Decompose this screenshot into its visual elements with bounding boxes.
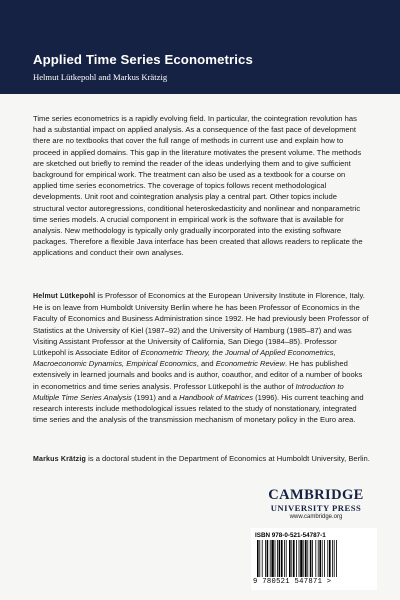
publisher-logo bbox=[256, 488, 376, 521]
book-title-ref: Handbook of Matrices bbox=[179, 392, 253, 402]
publisher-press: UNIVERSITY PRESS bbox=[270, 503, 362, 513]
book-authors: Helmut Lütkepohl and Markus Krätzig bbox=[33, 72, 168, 82]
bio-text: , and bbox=[196, 359, 216, 369]
journal-name: Econometric Review bbox=[215, 359, 285, 369]
barcode-panel bbox=[251, 528, 377, 590]
bio-text: is Professor of Economics at the European University Institute in Florence, Italy. He is on leave from Humboldt University Berlin where he has been Professor of Economics in the Faculty of Economics and Business Administration since 1992. He had previously been Professor of Statistics at the University of Kiel (1987–92) and the University of Hamburg (1985–87) and was Visiting Assistant Professor at the University of California, San Diego (1984–85). Professor Lütkepohl is Associate Editor of bbox=[33, 291, 369, 358]
barcode-icon bbox=[257, 540, 371, 577]
title-band bbox=[0, 0, 400, 94]
author-name: Helmut Lütkepohl bbox=[33, 293, 96, 300]
blurb-paragraph: Time series econometrics is a rapidly evolving field. In particular, the cointegration revolution has had a substantial impact on applied analysis. As a consequence of the fast pace of development there are no textbooks that cover the full range of methods in current use and explain how to proceed in applied domains. This gap in the literature motivates the present volume. The methods are sketched out briefly to remind the reader of the ideas underlying them and to give sufficient background for empirical work. The treatment can also be used as a textbook for a course on applied time series econometrics. The coverage of topics follows recent methodological developments. Unit root and cointegration analysis play a central part. Other topics include structural vector autoregressions, conditional heteroskedasticity and nonlinear and nonparametric time series models. A crucial component in empirical work is the software that is available for analysis. New methodology is typically only gradually incorporated into the existing software packages. Therefore a flexible Java interface has been created that allows readers to replicate the applications and conduct their own analyses. bbox=[33, 114, 363, 258]
bio-text: (1996). His current teaching and research interests include methodological issues related to the study of nonstationary, integrated time series and the analysis of the transmission mechanism of monetary policy in the Euro area. bbox=[33, 392, 364, 425]
book-title-ref: Introduction to Multiple Time Series Analysis bbox=[33, 381, 344, 402]
author-name: Markus Krätzig bbox=[33, 456, 86, 463]
publisher-url: www.cambridge.org bbox=[289, 514, 343, 520]
author-bio-lutkepohl bbox=[33, 290, 370, 425]
journal-list: Econometric Theory, the Journal of Applied Econometrics, Macroeconomic Dynamics, Empirical Economics bbox=[33, 348, 336, 369]
barcode-digits: 9 780521 547871 > bbox=[253, 578, 332, 586]
bio-text: is a doctoral student in the Department of Economics at Humboldt University, Berlin. bbox=[85, 454, 370, 463]
publisher-name: CAMBRIDGE bbox=[268, 487, 364, 503]
bio-text: (1991) and a bbox=[131, 392, 180, 402]
book-title: Applied Time Series Econometrics bbox=[33, 52, 253, 67]
isbn-label: ISBN 978-0-521-54787-1 bbox=[255, 532, 326, 539]
bio-text: . He has published extensively in learned journals and books and is author, coauthor, and editor of a number of books in econometrics and time series analysis. Professor Lütkepohl is the author of bbox=[33, 359, 363, 391]
author-bio-kratzig bbox=[33, 453, 370, 465]
